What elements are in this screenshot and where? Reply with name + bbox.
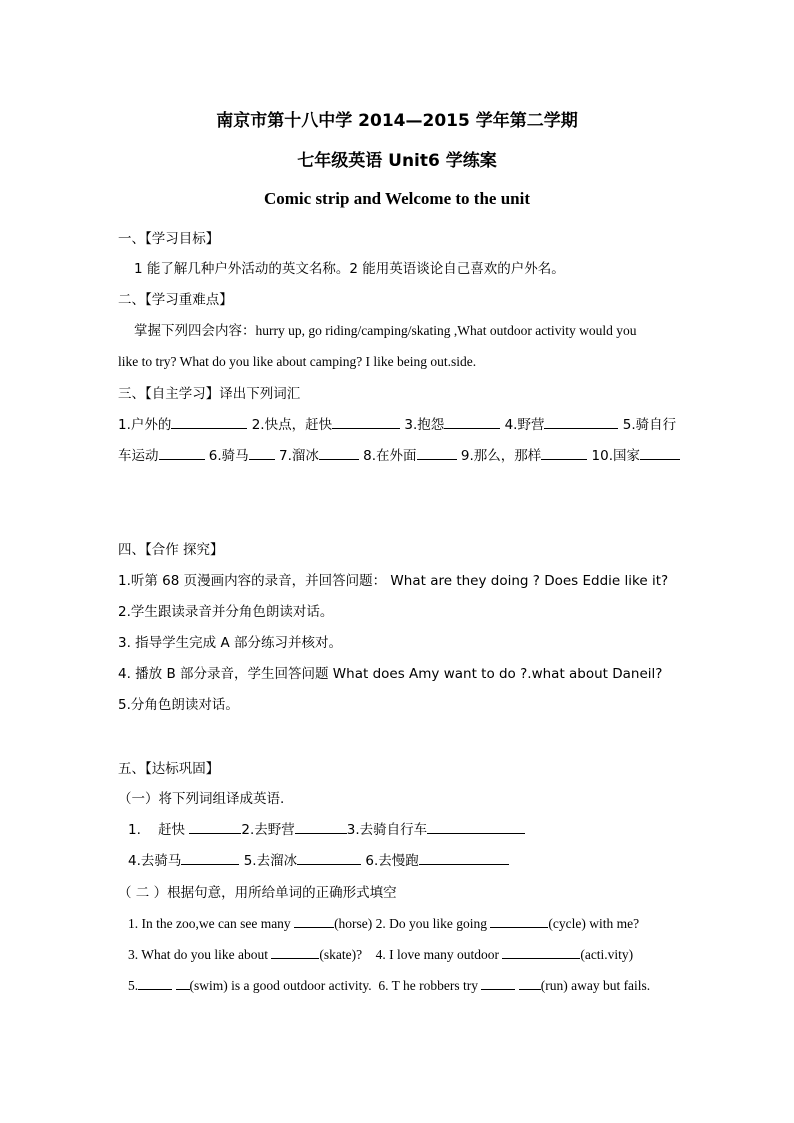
part1-row-1: 1. 赶快 2.去野营 3.去骑自行车 <box>128 820 525 840</box>
vocab-item: 7.溜冰 <box>278 448 319 464</box>
part2-row-1: 1. In the zoo,we can see many (horse) 2. Do you like going (cycle) with me? <box>128 916 640 931</box>
task-item-5: 5.分角色朗读对话。 <box>118 697 239 713</box>
unit-title: 七年级英语 Unit6 学练案 <box>297 151 497 171</box>
vocab-item: 1.户外的 <box>118 417 172 433</box>
vocab-item: 4.野营 <box>504 417 545 433</box>
task-item-2: 2.学生跟读录音并分角色朗读对话。 <box>118 604 334 620</box>
vocab-item: 3.抱怨 <box>404 417 445 433</box>
answer-blank[interactable] <box>181 851 239 865</box>
answer-blank[interactable] <box>541 446 587 460</box>
section3-heading: 三、【自主学习】译出下列词汇 <box>118 386 301 402</box>
part1-row-2: 4.去骑马 5.去溜冰 6.去慢跑 <box>128 851 509 871</box>
vocab-item: 6.骑马 <box>208 448 249 464</box>
vocab-row-2 <box>118 446 680 466</box>
answer-blank[interactable] <box>295 820 347 834</box>
task-item-1: 1.听第 68 页漫画内容的录音，并回答问题： What are they doing ? Does Eddie like it? <box>118 573 669 589</box>
section2-content-line2: like to try? What do you like about camping? I like being out.side. <box>118 354 477 369</box>
answer-blank[interactable] <box>419 851 509 865</box>
task-item-4: 4. 播放 B 部分录音，学生回答问题 What does Amy want to do ?.what about Daneil? <box>118 666 663 682</box>
answer-blank[interactable] <box>544 415 618 429</box>
answer-blank[interactable] <box>176 976 190 990</box>
answer-blank[interactable] <box>427 820 525 834</box>
answer-blank[interactable] <box>189 820 241 834</box>
school-title: 南京市第十八中学 2014—2015 学年第二学期 <box>216 111 578 131</box>
section2-content-line1: 掌握下列四会内容：hurry up, go riding/camping/skating ,What outdoor activity would you <box>134 323 637 338</box>
answer-blank[interactable] <box>502 945 580 959</box>
section1-heading: 一、【学习目标】 <box>118 231 220 247</box>
answer-blank[interactable] <box>519 976 541 990</box>
vocab-item: 5.骑自行 <box>622 417 677 433</box>
answer-blank[interactable] <box>271 945 319 959</box>
vocab-item: 10.国家 <box>591 448 641 464</box>
section2-heading: 二、【学习重难点】 <box>118 292 233 308</box>
answer-blank[interactable] <box>481 976 515 990</box>
answer-blank[interactable] <box>297 851 361 865</box>
vocab-item: 车运动 <box>118 448 159 464</box>
lesson-title: Comic strip and Welcome to the unit <box>263 189 530 208</box>
task-item-3: 3. 指导学生完成 A 部分练习并核对。 <box>118 635 342 651</box>
vocab-item: 8.在外面 <box>363 448 417 464</box>
answer-blank[interactable] <box>171 415 247 429</box>
vocab-item: 2.快点，赶快 <box>251 417 333 433</box>
answer-blank[interactable] <box>294 914 334 928</box>
part2-row-2: 3. What do you like about (skate)? 4. I love many outdoor (acti.vity) <box>128 947 634 962</box>
vocab-row-1 <box>118 415 676 435</box>
part2-row-3: 5. (swim) is a good outdoor activity. 6. T he robbers try (run) away but fails. <box>128 978 651 993</box>
part2-heading: （ 二 ）根据句意，用所给单词的正确形式填空 <box>118 885 397 901</box>
answer-blank[interactable] <box>249 446 275 460</box>
answer-blank[interactable] <box>332 415 400 429</box>
vocab-item: 9.那么，那样 <box>460 448 542 464</box>
section4-heading: 四、【合作 探究】 <box>118 542 224 558</box>
section1-goals: 1 能了解几种户外活动的英文名称。2 能用英语谈论自己喜欢的户外名。 <box>134 261 565 277</box>
answer-blank[interactable] <box>319 446 359 460</box>
answer-blank[interactable] <box>490 914 548 928</box>
answer-blank[interactable] <box>444 415 500 429</box>
answer-blank[interactable] <box>138 976 172 990</box>
part1-heading: （一）将下列词组译成英语. <box>118 791 285 807</box>
answer-blank[interactable] <box>640 446 680 460</box>
answer-blank[interactable] <box>417 446 457 460</box>
section5-heading: 五、【达标巩固】 <box>118 761 220 777</box>
answer-blank[interactable] <box>159 446 205 460</box>
